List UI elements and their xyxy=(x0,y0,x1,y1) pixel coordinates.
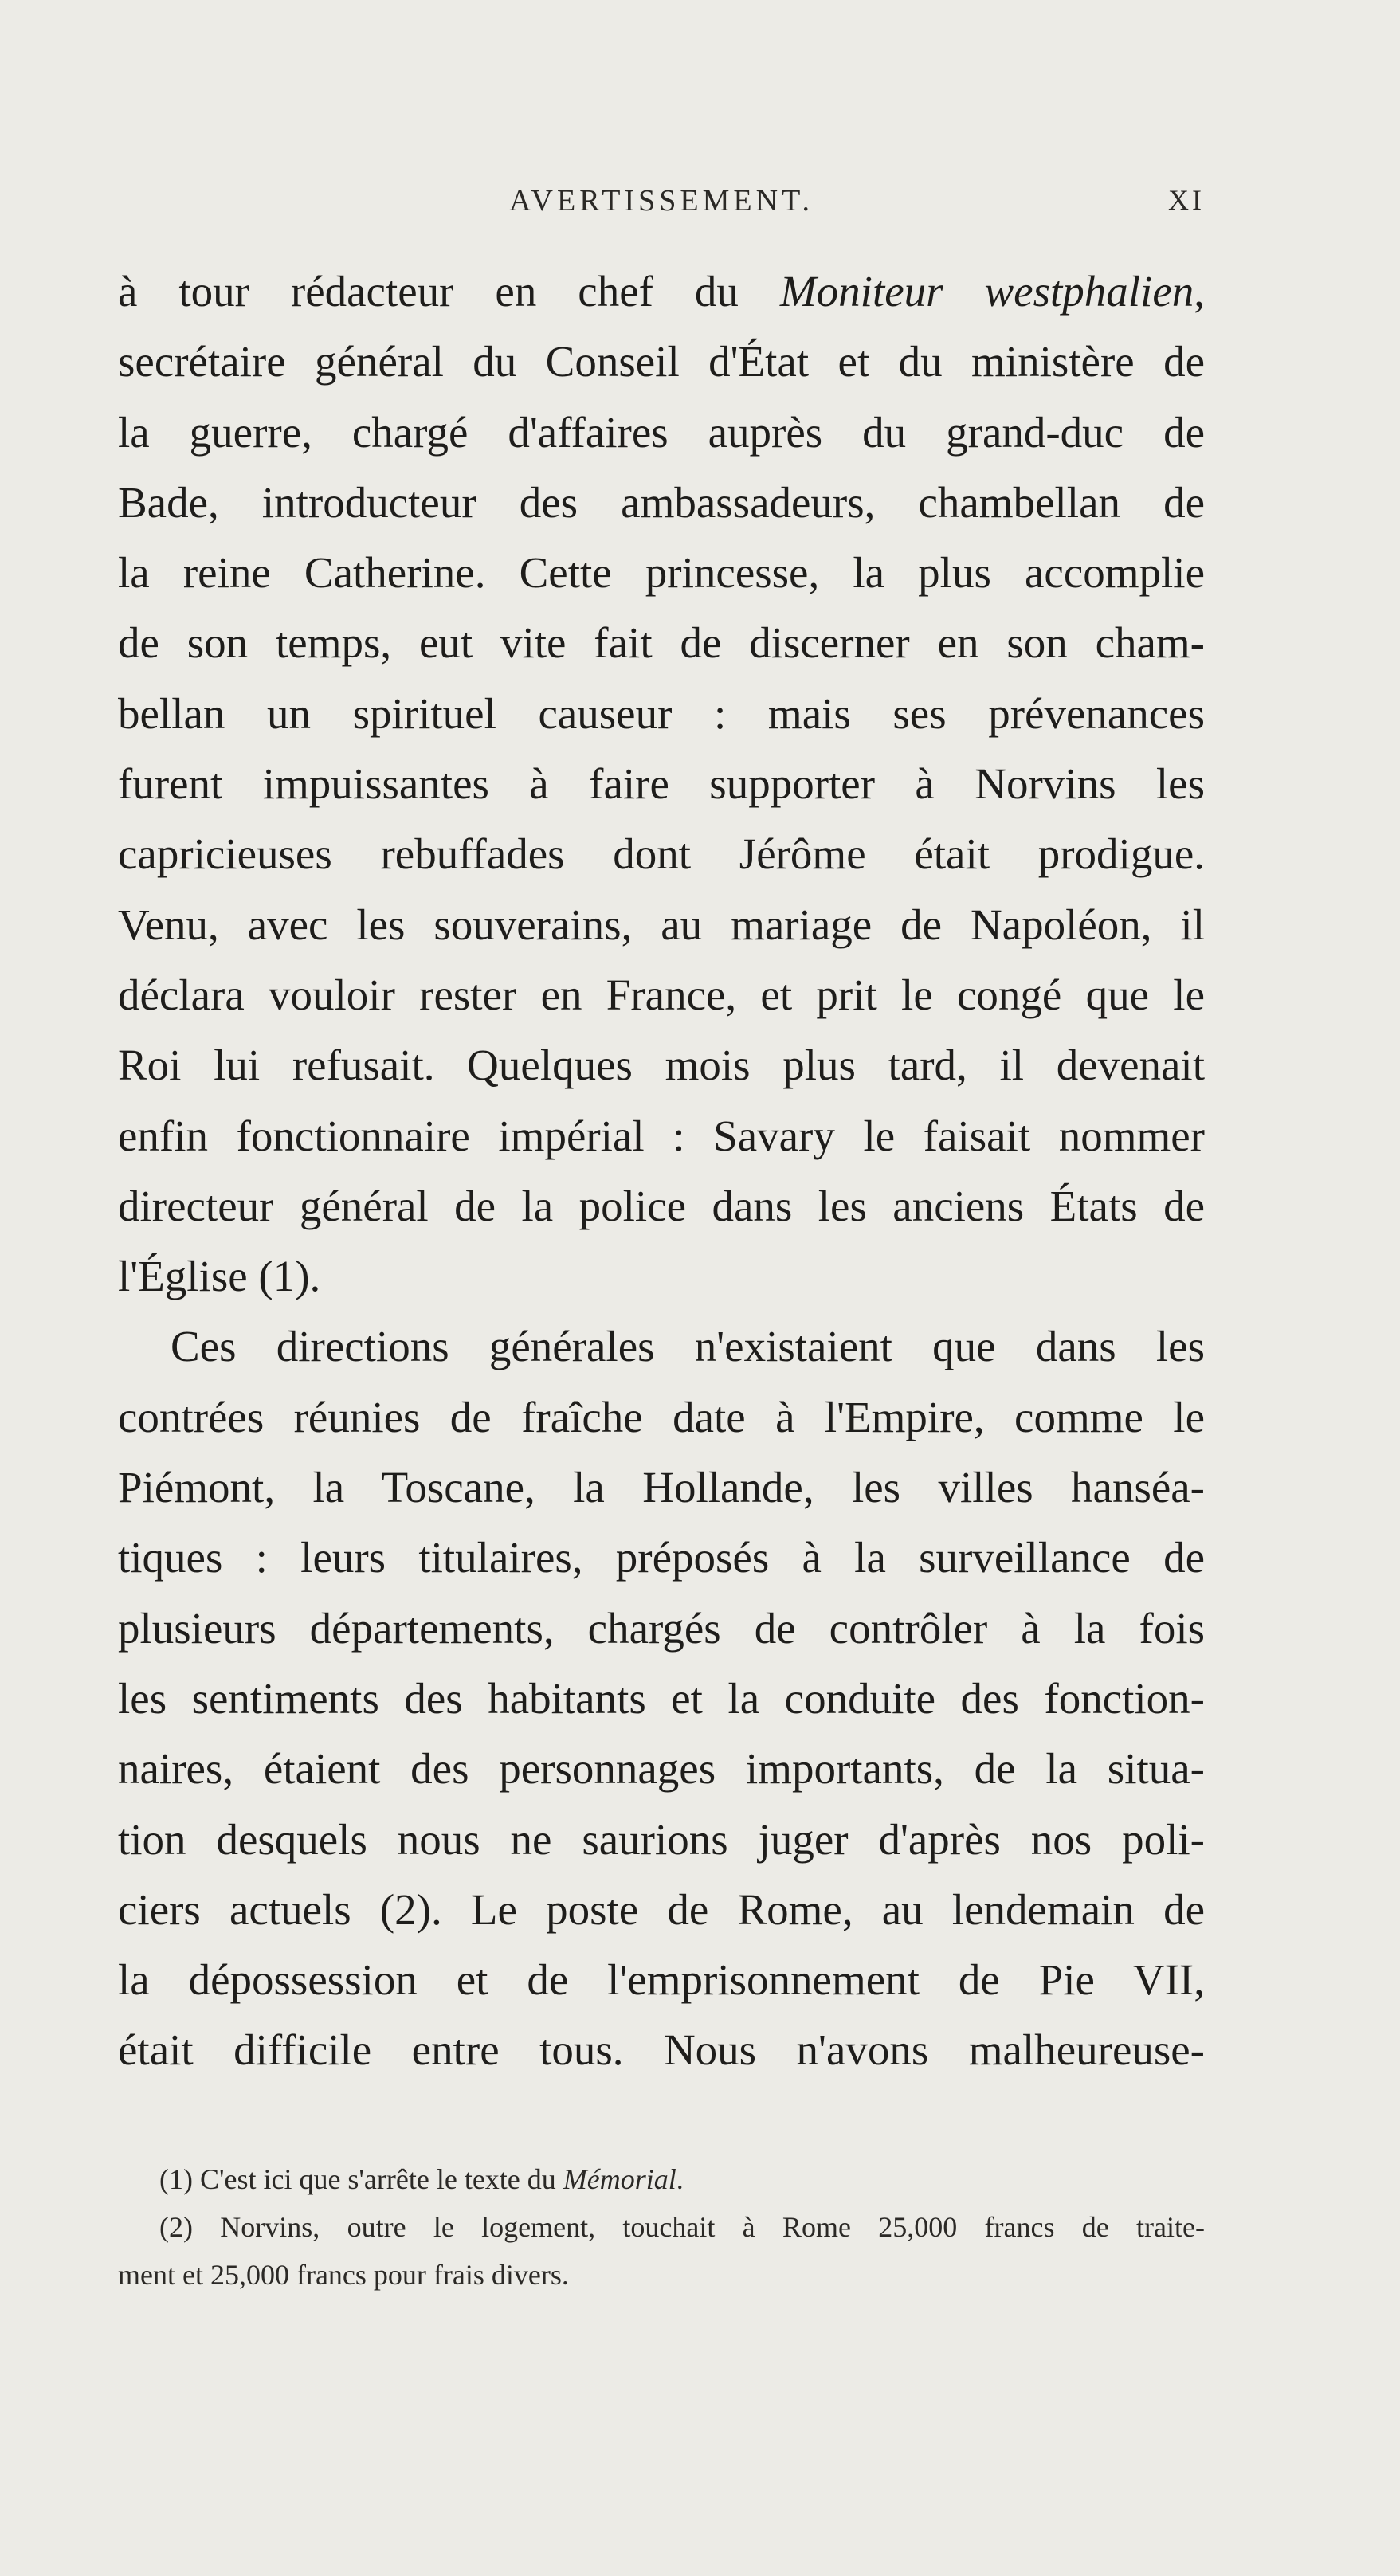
text-line: naires, étaient des personnages importants, de la situa- xyxy=(118,1744,1205,1794)
text-line: plusieurs départements, chargés de contrôler à la fois xyxy=(118,1603,1205,1653)
text-line: la guerre, chargé d'affaires auprès du grand-duc de xyxy=(118,407,1205,457)
text-line: enfin fonctionnaire impérial : Savary le faisait nommer xyxy=(118,1111,1205,1160)
text-line: Venu, avec les souverains, au mariage de Napoléon, il xyxy=(118,900,1205,949)
footnotes xyxy=(118,2155,1205,2299)
text-line: les sentiments des habitants et la conduite des fonction- xyxy=(118,1673,1205,1723)
body-text xyxy=(118,257,1205,2086)
text-line: tiques : leurs titulaires, préposés à la surveillance de xyxy=(118,1533,1205,1582)
text-line: Roi lui refusait. Quelques mois plus tard, il devenait xyxy=(118,1041,1205,1090)
text-line: tion desquels nous ne saurions juger d'après nos poli- xyxy=(118,1814,1205,1864)
text-line: de son temps, eut vite fait de discerner en son cham- xyxy=(118,618,1205,668)
paragraph-start-line: Ces directions générales n'existaient que dans les xyxy=(171,1322,1205,1371)
footnote-1: (1) C'est ici que s'arrête le texte du Mémorial. xyxy=(159,2163,684,2195)
text-line: la reine Catherine. Cette princesse, la plus accomplie xyxy=(118,548,1205,598)
text-line: déclara vouloir rester en France, et prit le congé que le xyxy=(118,970,1205,1019)
text-line: capricieuses rebuffades dont Jérôme était prodigue. xyxy=(118,829,1205,879)
text-line: directeur général de la police dans les anciens États de xyxy=(118,1181,1205,1230)
page-number: XI xyxy=(1168,184,1205,216)
text-line: contrées réunies de fraîche date à l'Empire, comme le xyxy=(118,1392,1205,1441)
text-line: secrétaire général du Conseil d'État et du ministère de xyxy=(118,337,1205,386)
text-line: Piémont, la Toscane, la Hollande, les villes hanséa- xyxy=(118,1463,1205,1512)
text-line: furent impuissantes à faire supporter à Norvins les xyxy=(118,759,1205,809)
text-line: Bade, introducteur des ambassadeurs, chambellan de xyxy=(118,477,1205,527)
journal-title: Moniteur westphalien xyxy=(779,267,1194,316)
footnote-2-line-1: (2) Norvins, outre le logement, touchait à Rome 25,000 francs de traite- xyxy=(159,2211,1205,2243)
footnote-2-line-2: ment et 25,000 francs pour frais divers. xyxy=(118,2259,569,2291)
running-head xyxy=(118,183,1205,231)
text-line: était difficile entre tous. Nous n'avons malheureuse- xyxy=(118,2025,1205,2075)
text-line: ciers actuels (2). Le poste de Rome, au lendemain de xyxy=(118,1884,1205,1934)
text-line: l'Église (1). xyxy=(118,1252,321,1301)
running-title: AVERTISSEMENT. xyxy=(509,184,814,218)
text-line: à tour rédacteur en chef du Moniteur westphalien, xyxy=(118,267,1205,316)
text-line: la dépossession et de l'emprisonnement de Pie VII, xyxy=(118,1955,1205,2005)
memorial-title: Mémorial xyxy=(563,2163,676,2195)
text-line: bellan un spirituel causeur : mais ses prévenances xyxy=(118,688,1205,738)
